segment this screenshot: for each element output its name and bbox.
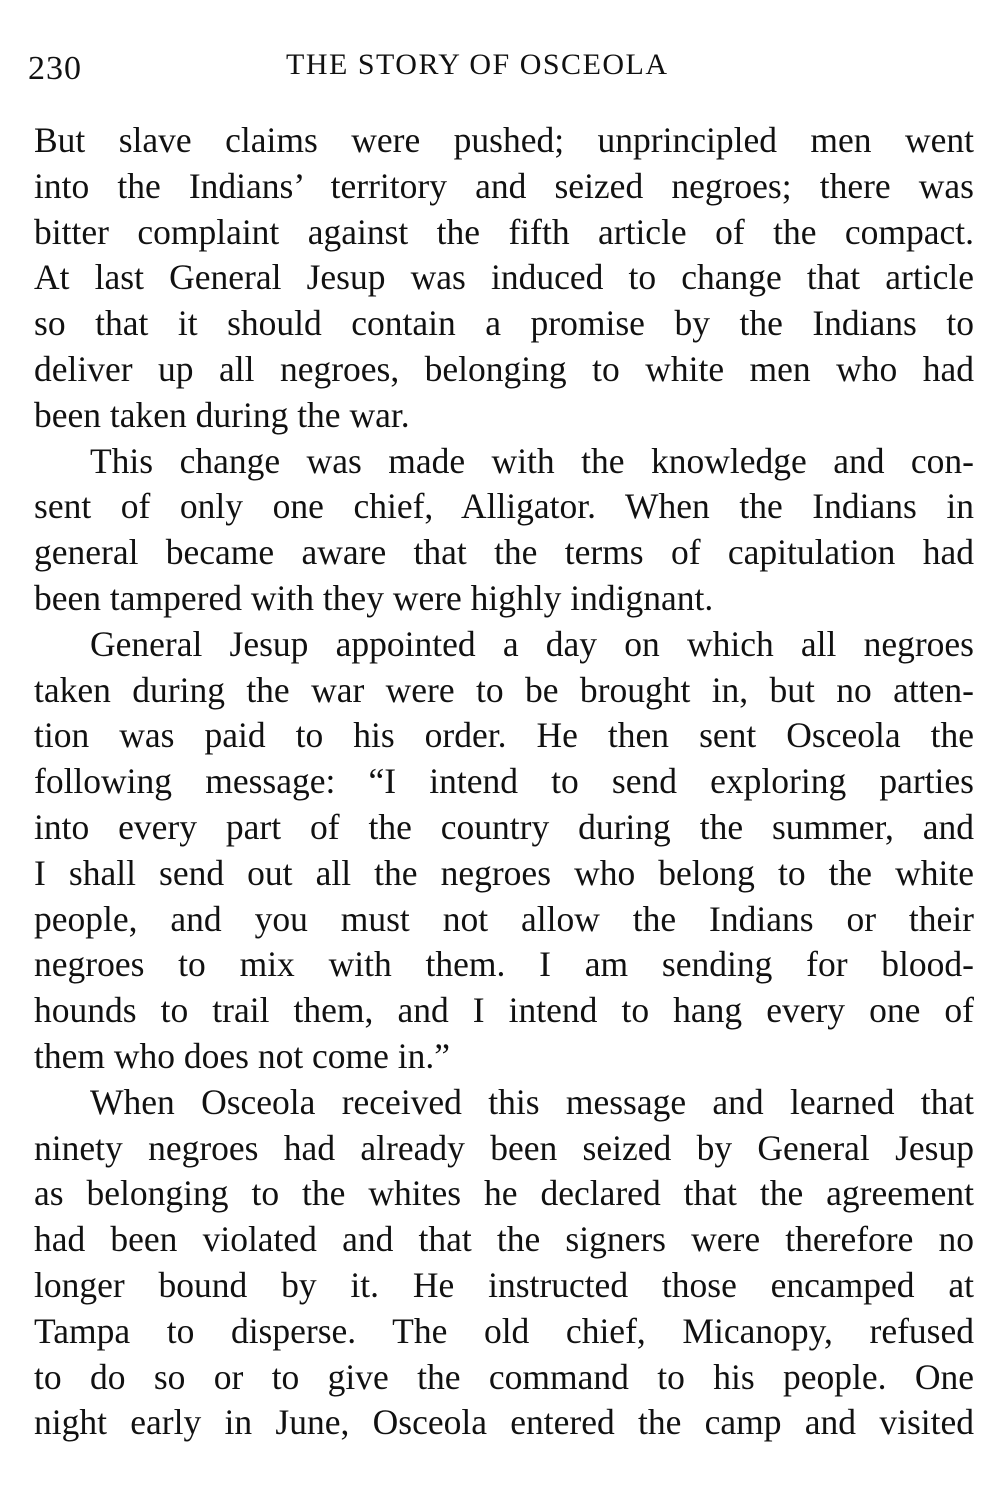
text-line: longer bound by it. He instructed those encamped at (34, 1264, 974, 1305)
text-line: I shall send out all the negroes who belong to the white (34, 852, 974, 893)
text-line: to do so or to give the command to his people. One (34, 1356, 974, 1397)
text-line: them who does not come in.” (34, 1035, 451, 1076)
text-line: into every part of the country during the summer, and (34, 806, 974, 847)
text-line: General Jesup appointed a day on which all negroes (90, 623, 974, 664)
text-line: as belonging to the whites he declared that the agreement (34, 1173, 974, 1214)
text-line: been tampered with they were highly indignant. (34, 577, 714, 618)
text-line: general became aware that the terms of capitulation had (34, 532, 974, 573)
text-line: so that it should contain a promise by the Indians to (34, 303, 974, 344)
text-line: people, and you must not allow the Indians or their (34, 898, 974, 939)
text-line: deliver up all negroes, belonging to white men who had (34, 348, 974, 389)
text-line: taken during the war were to be brought in, but no atten- (34, 669, 974, 710)
text-line: When Osceola received this message and learned that (90, 1081, 974, 1122)
paragraph (34, 439, 974, 622)
text-line: night early in June, Osceola entered the camp and visited (34, 1402, 974, 1443)
text-line: negroes to mix with them. I am sending for blood- (34, 944, 974, 985)
text-line: Tampa to disperse. The old chief, Micanopy, refused (34, 1310, 974, 1351)
paragraph (34, 1080, 974, 1446)
running-title: THE STORY OF OSCEOLA (286, 48, 669, 81)
paragraph (34, 622, 974, 1080)
body-text (34, 118, 974, 1446)
text-line: But slave claims were pushed; unprincipled men went (34, 120, 974, 160)
paragraph (34, 118, 974, 439)
text-line: At last General Jesup was induced to change that article (34, 257, 974, 298)
text-line: bitter complaint against the fifth article of the compact. (34, 211, 974, 252)
text-line: tion was paid to his order. He then sent Osceola the (34, 715, 974, 756)
text-line: ninety negroes had already been seized by General Jesup (34, 1127, 974, 1168)
text-line: had been violated and that the signers were therefore no (34, 1219, 974, 1260)
text-line: sent of only one chief, Alligator. When the Indians in (34, 486, 974, 527)
text-line: into the Indians’ territory and seized negroes; there was (34, 165, 974, 206)
text-line: hounds to trail them, and I intend to hang every one of (34, 990, 974, 1031)
page-number: 230 (28, 50, 82, 87)
text-line: following message: “I intend to send exploring parties (34, 761, 974, 802)
page-header (28, 44, 972, 94)
text-line: This change was made with the knowledge and con- (90, 440, 974, 481)
text-line: been taken during the war. (34, 394, 410, 435)
